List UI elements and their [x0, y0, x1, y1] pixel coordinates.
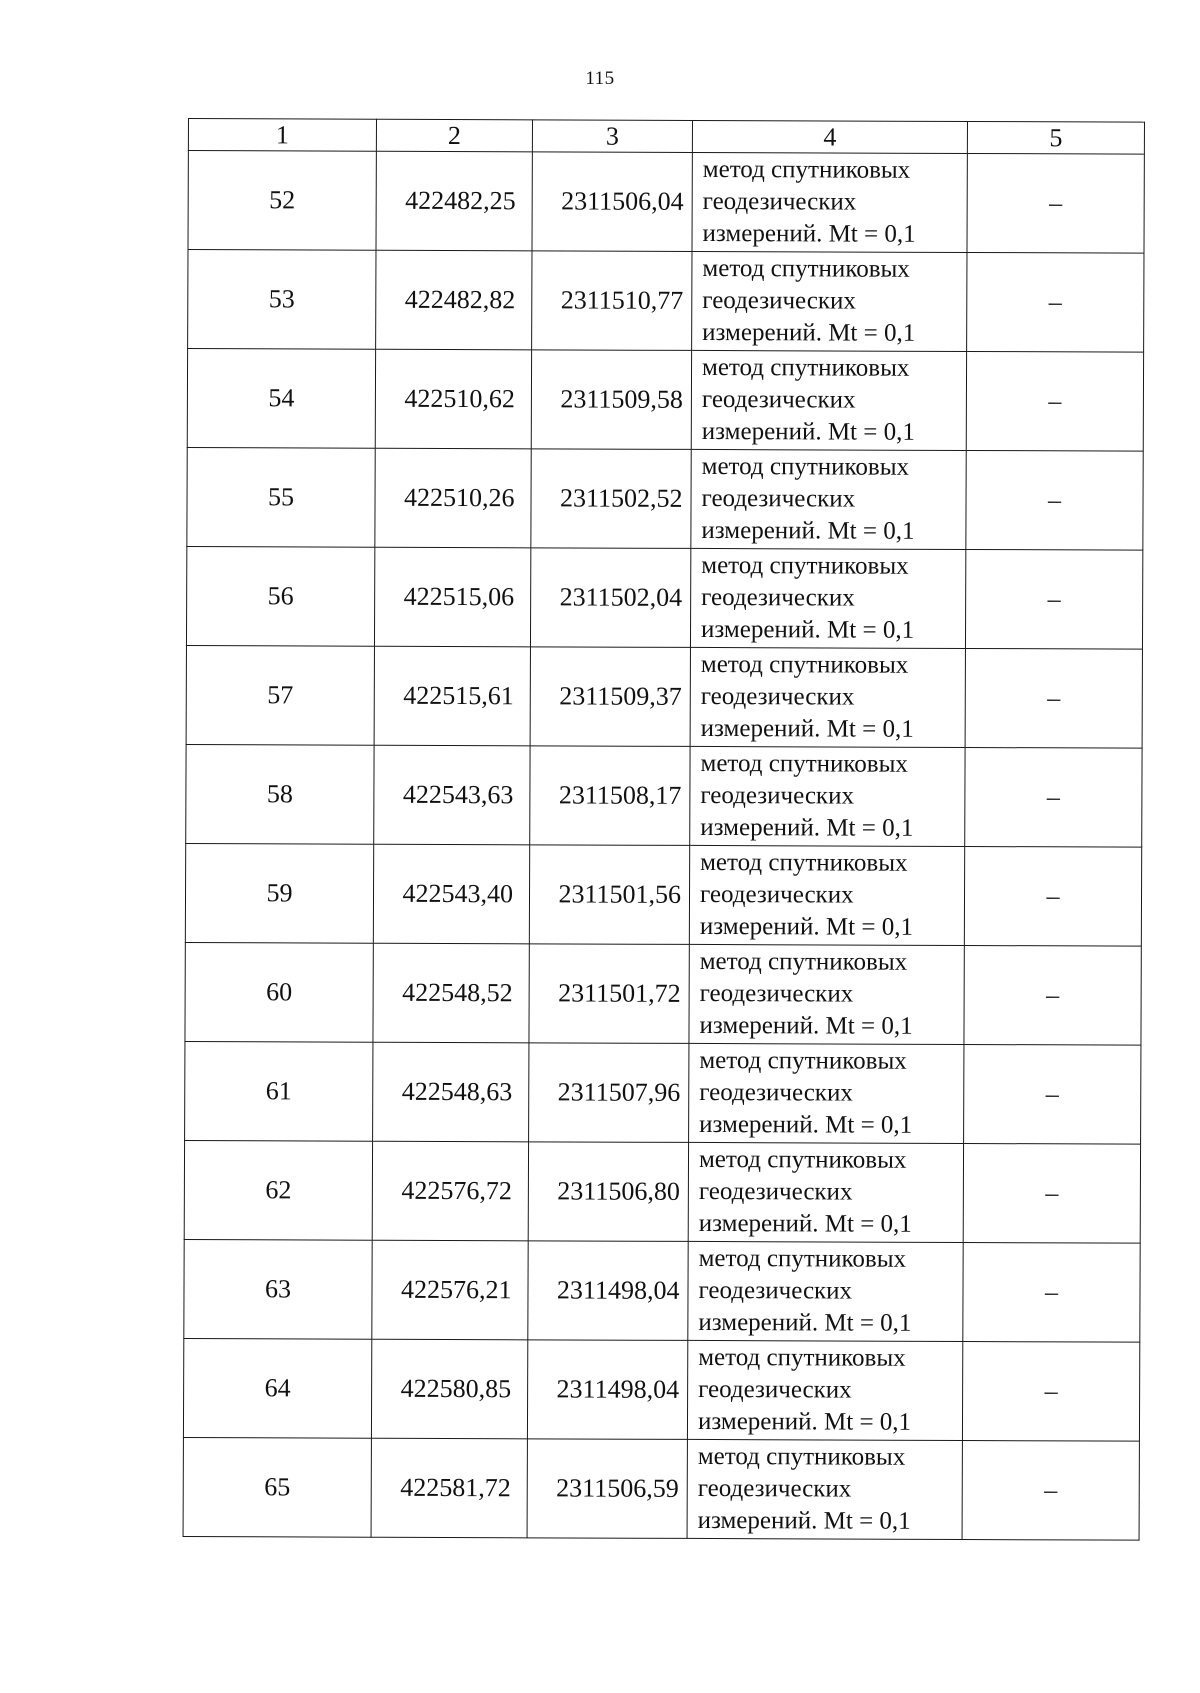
header-col-4: 4 — [692, 120, 967, 153]
note-cell: – — [964, 945, 1141, 1045]
table-row — [188, 250, 1144, 353]
table-row — [188, 151, 1144, 254]
method-cell — [690, 746, 965, 846]
coord-x-cell: 422543,40 — [373, 844, 529, 944]
point-number-cell: 61 — [185, 1041, 373, 1141]
method-line: геодезических — [699, 979, 854, 1008]
method-line: измерений. Mt = 0,1 — [699, 1011, 913, 1040]
method-line: геодезических — [702, 187, 857, 216]
method-line: геодезических — [698, 1276, 853, 1305]
method-line: метод спутниковых — [700, 650, 909, 679]
method-line: метод спутниковых — [699, 947, 908, 976]
coord-x-cell: 422515,06 — [374, 547, 530, 647]
point-number-cell: 63 — [184, 1239, 372, 1339]
table-row — [184, 1239, 1140, 1342]
method-line: измерений. Mt = 0,1 — [698, 1308, 912, 1337]
method-cell — [689, 944, 964, 1044]
method-cell — [691, 449, 966, 549]
method-line: метод спутниковых — [701, 551, 909, 580]
note-cell: – — [967, 252, 1144, 352]
note-cell: – — [964, 846, 1141, 946]
coord-x-cell: 422580,85 — [371, 1339, 527, 1439]
point-number-cell: 53 — [188, 250, 376, 350]
point-number-cell: 62 — [184, 1140, 372, 1240]
method-line: геодезических — [701, 385, 856, 414]
coord-y-cell: 2311506,80 — [528, 1142, 688, 1242]
coord-y-cell: 2311498,04 — [528, 1241, 688, 1341]
method-line: метод спутниковых — [701, 452, 910, 481]
note-cell: – — [965, 747, 1142, 847]
method-cell — [690, 548, 965, 648]
coord-y-cell: 2311502,04 — [530, 548, 690, 648]
header-col-2: 2 — [376, 119, 532, 152]
coord-x-cell: 422515,61 — [374, 646, 530, 746]
coord-x-cell: 422576,72 — [372, 1141, 528, 1241]
header-row — [188, 119, 1144, 155]
table-body — [183, 151, 1144, 1541]
method-line: метод спутниковых — [702, 155, 911, 184]
coord-x-cell: 422482,25 — [376, 151, 532, 251]
method-line: измерений. Mt = 0,1 — [699, 1110, 913, 1139]
method-line: измерений. Mt = 0,1 — [702, 219, 916, 248]
method-line: геодезических — [701, 583, 855, 612]
method-line: геодезических — [697, 1474, 852, 1503]
method-line: измерений. Mt = 0,1 — [702, 318, 916, 347]
method-cell — [687, 1439, 962, 1539]
coord-y-cell: 2311506,59 — [527, 1439, 687, 1539]
coord-x-cell: 422482,82 — [376, 250, 532, 350]
method-line: измерений. Mt = 0,1 — [700, 813, 914, 842]
page-number: 115 — [585, 68, 615, 89]
method-line: измерений. Mt = 0,1 — [700, 714, 914, 743]
method-line: геодезических — [702, 286, 856, 315]
coord-y-cell: 2311498,04 — [527, 1340, 687, 1440]
coord-x-cell: 422510,26 — [375, 448, 531, 548]
method-cell — [690, 647, 965, 747]
method-cell — [689, 1043, 964, 1143]
point-number-cell: 59 — [185, 843, 373, 943]
coord-y-cell: 2311509,58 — [531, 350, 691, 450]
coord-y-cell: 2311508,17 — [530, 746, 690, 846]
method-line: метод спутниковых — [701, 353, 910, 382]
coord-y-cell: 2311507,96 — [529, 1043, 689, 1143]
point-number-cell: 52 — [188, 151, 376, 251]
note-cell: – — [966, 351, 1143, 451]
note-cell: – — [963, 1242, 1140, 1342]
method-cell — [687, 1340, 962, 1440]
note-cell: – — [963, 1143, 1140, 1243]
coordinates-table — [183, 118, 1145, 1541]
table-row — [186, 744, 1142, 847]
point-number-cell: 60 — [185, 942, 373, 1042]
method-line: измерений. Mt = 0,1 — [697, 1407, 912, 1436]
header-col-3: 3 — [532, 120, 692, 153]
method-line: измерений. Mt = 0,1 — [698, 1209, 912, 1238]
method-line: метод спутниковых — [699, 1046, 907, 1075]
table-row — [186, 546, 1142, 649]
method-line: метод спутниковых — [697, 1442, 906, 1471]
note-cell: – — [965, 648, 1142, 748]
method-line: метод спутниковых — [702, 254, 910, 283]
method-cell — [688, 1142, 963, 1242]
method-line: геодезических — [699, 880, 854, 909]
table-row — [186, 645, 1142, 748]
method-line: измерений. Mt = 0,1 — [701, 417, 915, 446]
method-cell — [688, 1241, 963, 1341]
method-cell — [692, 152, 967, 252]
method-line: метод спутниковых — [698, 1343, 906, 1372]
point-number-cell: 58 — [186, 744, 374, 844]
point-number-cell: 55 — [187, 447, 375, 547]
method-line: геодезических — [698, 1177, 853, 1206]
note-cell: – — [967, 153, 1144, 253]
table-row — [183, 1437, 1139, 1540]
coord-x-cell: 422581,72 — [371, 1438, 527, 1538]
table-row — [187, 349, 1143, 452]
coord-x-cell: 422548,52 — [373, 943, 529, 1043]
note-cell: – — [966, 450, 1143, 550]
header-col-1: 1 — [188, 119, 376, 152]
header-col-5: 5 — [967, 121, 1144, 154]
coord-x-cell: 422543,63 — [374, 745, 530, 845]
method-line: геодезических — [698, 1375, 852, 1404]
point-number-cell: 54 — [187, 349, 375, 449]
table-row — [185, 942, 1141, 1045]
method-line: геодезических — [700, 781, 855, 810]
point-number-cell: 57 — [186, 645, 374, 745]
point-number-cell: 56 — [186, 546, 374, 646]
note-cell: – — [962, 1440, 1139, 1540]
table-row — [187, 447, 1143, 550]
method-line: измерений. Mt = 0,1 — [697, 1506, 911, 1535]
point-number-cell: 64 — [183, 1338, 371, 1438]
note-cell: – — [965, 549, 1142, 649]
method-cell — [689, 845, 964, 945]
point-number-cell: 65 — [183, 1437, 371, 1537]
method-line: геодезических — [699, 1078, 853, 1107]
table-row — [185, 1041, 1141, 1144]
coord-y-cell: 2311509,37 — [530, 647, 690, 747]
note-cell: – — [962, 1341, 1139, 1441]
method-line: метод спутниковых — [700, 749, 908, 778]
coord-y-cell: 2311502,52 — [531, 449, 691, 549]
method-line: метод спутниковых — [700, 848, 908, 877]
method-line: геодезических — [700, 682, 855, 711]
method-line: метод спутниковых — [698, 1244, 907, 1273]
coord-y-cell: 2311501,56 — [529, 845, 689, 945]
method-cell — [691, 350, 966, 450]
note-cell: – — [964, 1044, 1141, 1144]
coord-y-cell: 2311506,04 — [532, 152, 692, 252]
coord-y-cell: 2311501,72 — [529, 944, 689, 1044]
table-row — [184, 1140, 1140, 1243]
coord-x-cell: 422576,21 — [372, 1240, 528, 1340]
coord-y-cell: 2311510,77 — [532, 251, 692, 351]
coord-x-cell: 422548,63 — [373, 1042, 529, 1142]
table-row — [185, 843, 1141, 946]
coordinates-table-wrapper — [183, 118, 1144, 1541]
table-header — [188, 119, 1144, 155]
coord-x-cell: 422510,62 — [375, 349, 531, 449]
method-line: измерений. Mt = 0,1 — [699, 912, 914, 941]
table-row — [183, 1338, 1139, 1441]
method-line: метод спутниковых — [698, 1145, 907, 1174]
method-cell — [692, 251, 967, 351]
method-line: геодезических — [701, 484, 856, 513]
method-line: измерений. Mt = 0,1 — [701, 516, 915, 545]
method-line: измерений. Mt = 0,1 — [700, 615, 915, 644]
